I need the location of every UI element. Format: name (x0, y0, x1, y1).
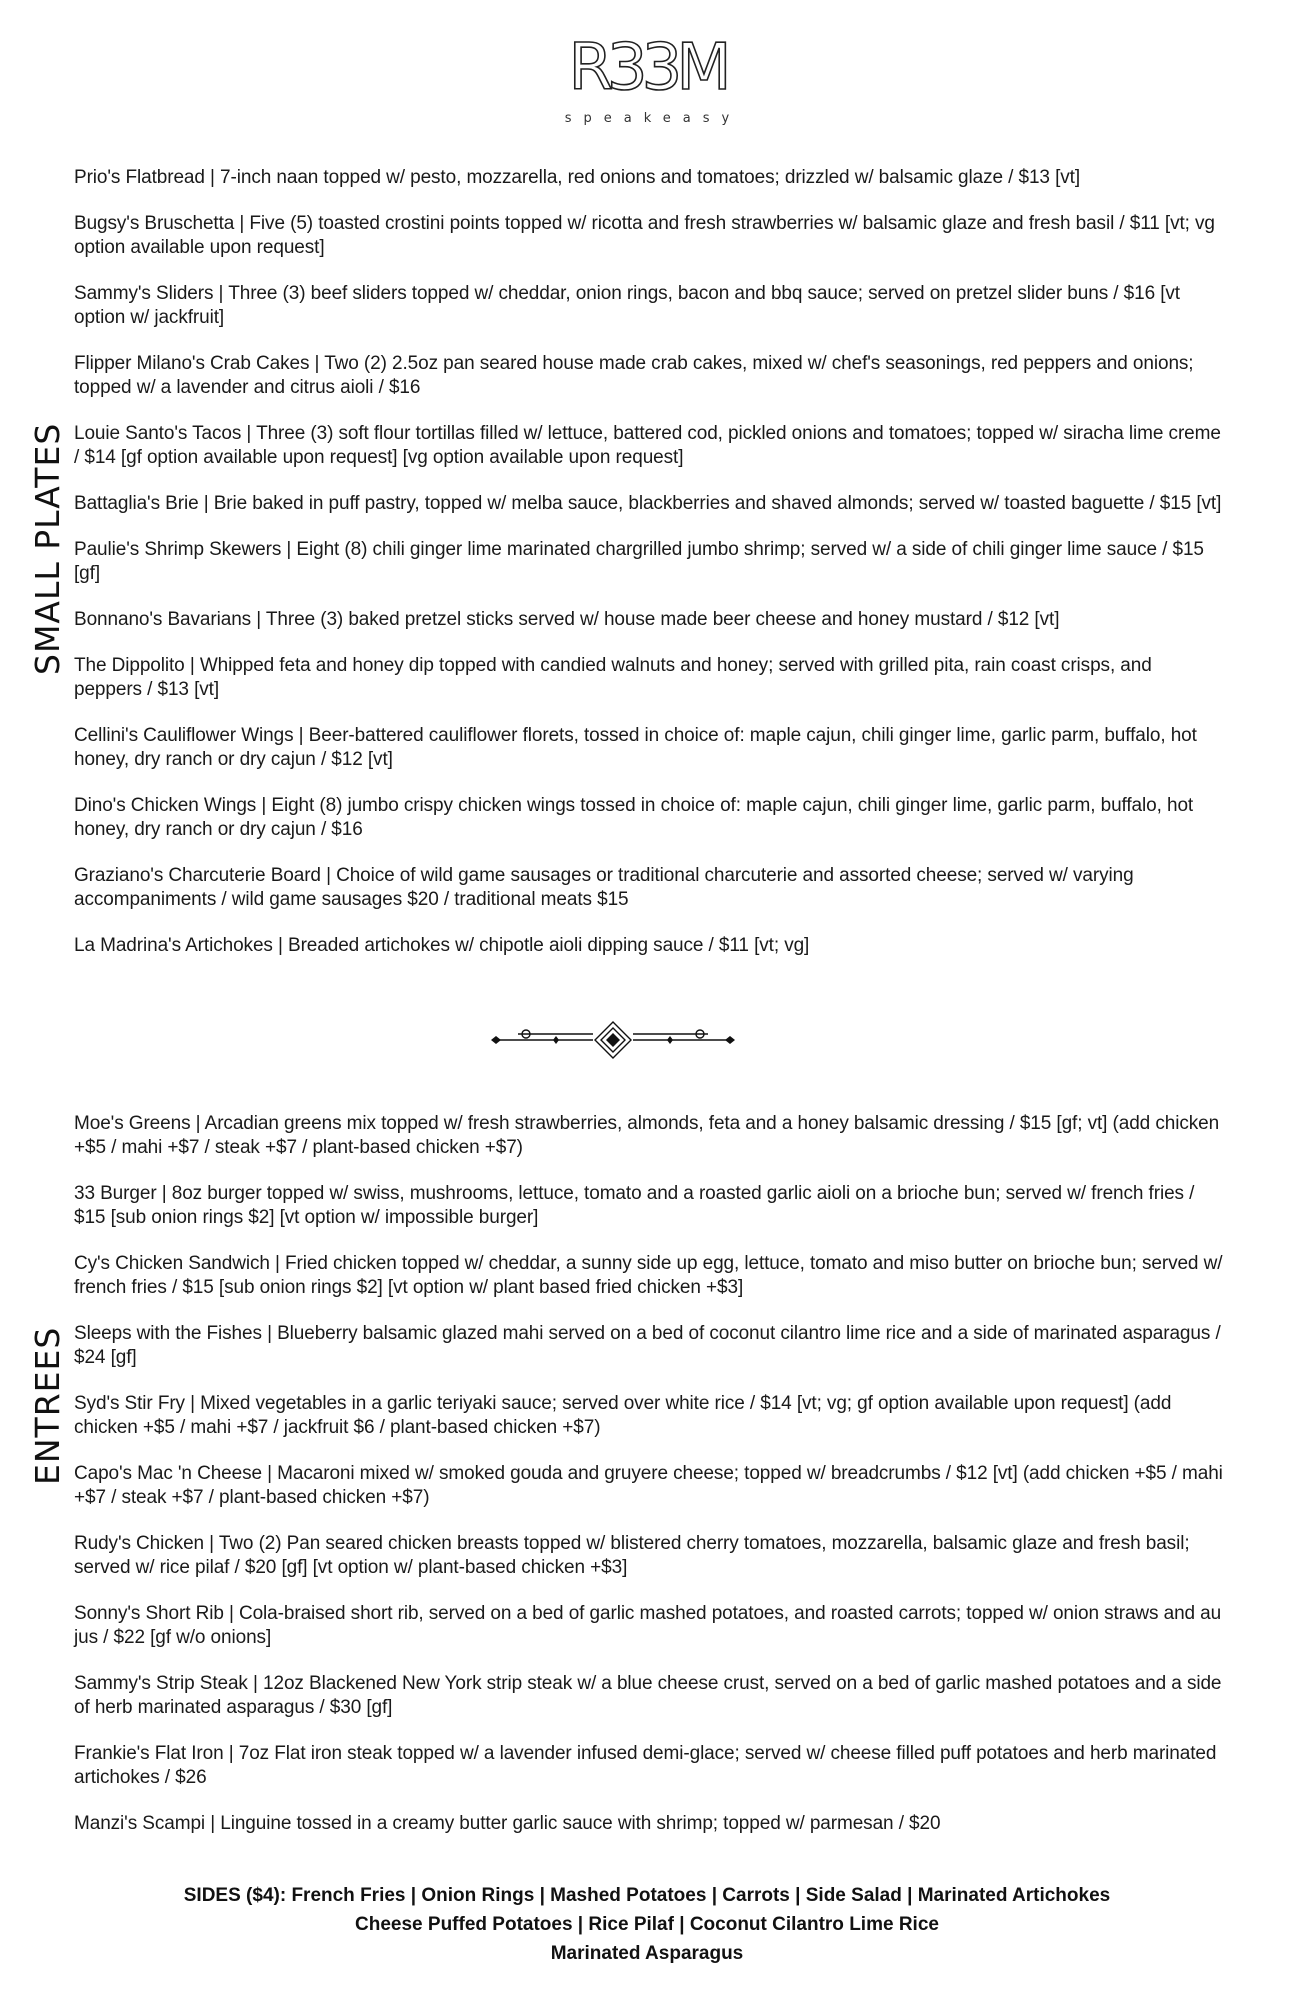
brand-tagline: speakeasy (564, 111, 742, 126)
menu-item: Prio's Flatbread | 7-inch naan topped w/ pesto, mozzarella, red onions and tomatoes; drizzled w/ balsamic glaze / $13 [vt] (74, 167, 1081, 188)
brand-logo (0, 34, 1294, 126)
art-deco-divider-icon (488, 1020, 738, 1060)
menu-item: Cy's Chicken Sandwich | Fried chicken topped w/ cheddar, a sunny side up egg, lettuce, tomato and miso butter on brioche bun; served w/ french fries / $15 [sub onion rings $2] [vt option w/ plant based fried chicken +$3] (74, 1253, 1223, 1298)
sides-line: Marinated Asparagus (550, 1943, 744, 1964)
menu-item: Sonny's Short Rib | Cola-braised short rib, served on a bed of garlic mashed potatoes, and roasted carrots; topped w/ onion straws and au jus / $22 [gf w/o onions] (74, 1603, 1222, 1648)
menu-item: Moe's Greens | Arcadian greens mix topped w/ fresh strawberries, almonds, feta and a honey balsamic dressing / $15 [gf; vt] (add chicken +$5 / mahi +$7 / steak +$7 / plant-based chicken +$7) (74, 1113, 1220, 1158)
menu-item: The Dippolito | Whipped feta and honey dip topped with candied walnuts and honey; served with grilled pita, rain coast crisps, and peppers / $13 [vt] (74, 655, 1152, 700)
menu-item: Cellini's Cauliflower Wings | Beer-battered cauliflower florets, tossed in choice of: maple cajun, chili ginger lime, garlic parm, buffalo, hot honey, dry ranch or dry cajun / $12 [vt] (74, 725, 1197, 770)
sides-line: Cheese Puffed Potatoes | Rice Pilaf | Coconut Cilantro Lime Rice (355, 1914, 939, 1935)
menu-item: 33 Burger | 8oz burger topped w/ swiss, mushrooms, lettuce, tomato and a roasted garlic aioli on a brioche bun; served w/ french fries / $15 [sub onion rings $2] [vt option w/ impossible burger] (74, 1183, 1195, 1228)
sides-line: SIDES ($4): French Fries | Onion Rings | Mashed Potatoes | Carrots | Side Salad | Marinated Artichokes (183, 1885, 1111, 1906)
room33-logo-icon (537, 34, 757, 104)
sides-footer (0, 1881, 1294, 1968)
menu-item: Manzi's Scampi | Linguine tossed in a creamy butter garlic sauce with shrimp; topped w/ parmesan / $20 (74, 1813, 941, 1834)
menu-item: Frankie's Flat Iron | 7oz Flat iron steak topped w/ a lavender infused demi-glace; served w/ cheese filled puff potatoes and herb marinated artichokes / $26 (74, 1743, 1217, 1788)
menu-item: Rudy's Chicken | Two (2) Pan seared chicken breasts topped w/ blistered cherry tomatoes, mozzarella, balsamic glaze and fresh basil; served w/ rice pilaf / $20 [gf] [vt option w/ plant-based chicken +$3] (74, 1533, 1190, 1578)
menu-item: Flipper Milano's Crab Cakes | Two (2) 2.5oz pan seared house made crab cakes, mixed w/ chef's seasonings, red peppers and onions; topped w/ a lavender and citrus aioli / $16 (74, 353, 1194, 398)
brand-wordmark: R33M (568, 34, 726, 104)
menu-item: Syd's Stir Fry | Mixed vegetables in a garlic teriyaki sauce; served over white rice / $14 [vt; vg; gf option available upon request] (add chicken +$5 / mahi +$7 / jackfruit $6 / plant-based chicken +$7) (74, 1393, 1172, 1438)
entrees-section-label: ENTREES (28, 1326, 67, 1485)
menu-item: Sammy's Sliders | Three (3) beef sliders topped w/ cheddar, onion rings, bacon and bbq sauce; served on pretzel slider buns / $16 [vt option w/ jackfruit] (74, 283, 1180, 328)
menu-item: Capo's Mac 'n Cheese | Macaroni mixed w/ smoked gouda and gruyere cheese; topped w/ breadcrumbs / $12 [vt] (add chicken +$5 / mahi +$7 / steak +$7 / plant-based chicken +$7) (74, 1463, 1223, 1508)
small-plates-section-label: SMALL PLATES (28, 422, 67, 675)
menu-item: Sammy's Strip Steak | 12oz Blackened New York strip steak w/ a blue cheese crust, served on a bed of garlic mashed potatoes and a side of herb marinated asparagus / $30 [gf] (74, 1673, 1222, 1718)
menu-item: Battaglia's Brie | Brie baked in puff pastry, topped w/ melba sauce, blackberries and shaved almonds; served w/ toasted baguette / $15 [vt] (74, 493, 1222, 514)
small-plates-list (74, 166, 1224, 980)
entrees-list (74, 1112, 1224, 1858)
menu-item: Bonnano's Bavarians | Three (3) baked pretzel sticks served w/ house made beer cheese and honey mustard / $12 [vt] (74, 609, 1060, 630)
menu-item: Paulie's Shrimp Skewers | Eight (8) chili ginger lime marinated chargrilled jumbo shrimp; served w/ a side of chili ginger lime sauce / $15 [gf] (74, 539, 1204, 584)
menu-item: Sleeps with the Fishes | Blueberry balsamic glazed mahi served on a bed of coconut cilantro lime rice and a side of marinated asparagus / $24 [gf] (74, 1323, 1221, 1368)
menu-item: Louie Santo's Tacos | Three (3) soft flour tortillas filled w/ lettuce, battered cod, pickled onions and tomatoes; topped w/ siracha lime creme / $14 [gf option available upon request] [vg option available upon request] (74, 423, 1221, 468)
menu-item: La Madrina's Artichokes | Breaded artichokes w/ chipotle aioli dipping sauce / $11 [vt; vg] (74, 935, 810, 956)
menu-item: Bugsy's Bruschetta | Five (5) toasted crostini points topped w/ ricotta and fresh strawberries w/ balsamic glaze and fresh basil / $11 [vt; vg option available upon request] (74, 213, 1215, 258)
menu-item: Graziano's Charcuterie Board | Choice of wild game sausages or traditional charcuterie and assorted cheese; served w/ varying accompaniments / wild game sausages $20 / traditional meats $15 (74, 865, 1134, 910)
menu-item: Dino's Chicken Wings | Eight (8) jumbo crispy chicken wings tossed in choice of: maple cajun, chili ginger lime, garlic parm, buffalo, hot honey, dry ranch or dry cajun / $16 (74, 795, 1194, 840)
